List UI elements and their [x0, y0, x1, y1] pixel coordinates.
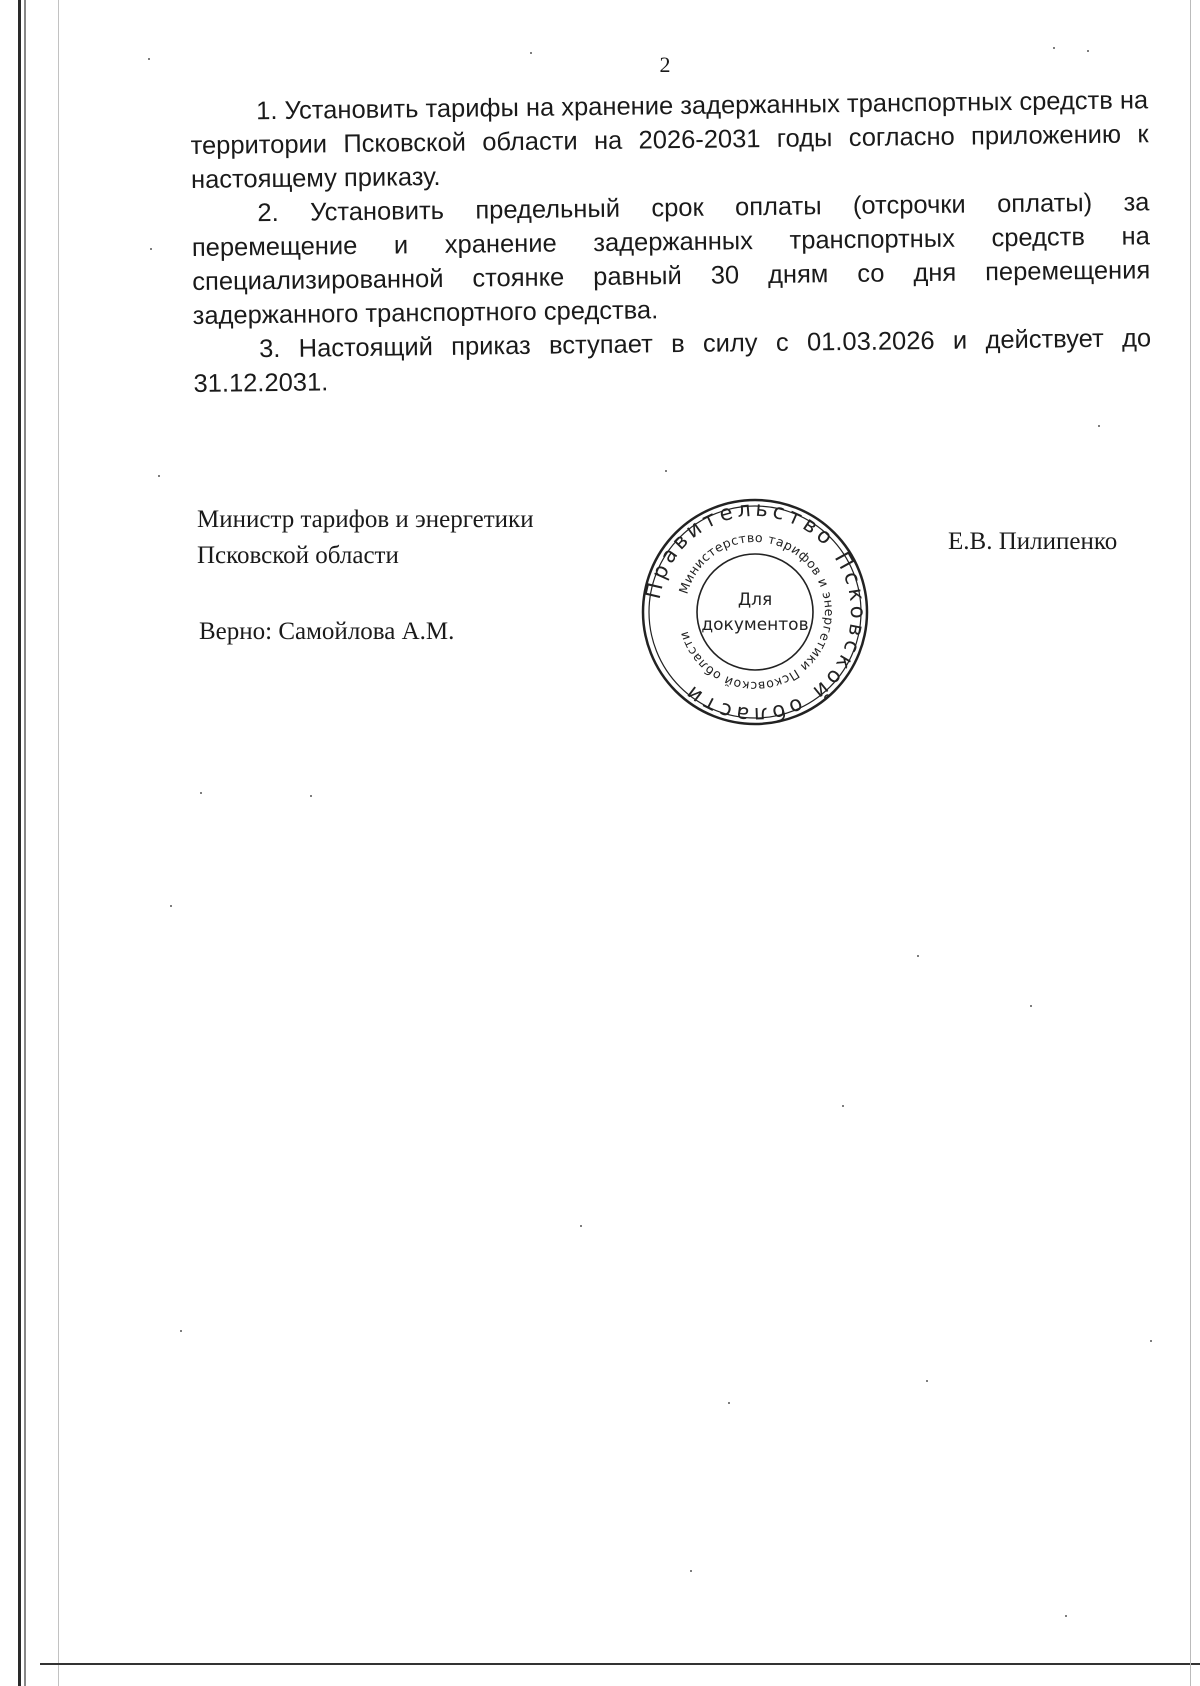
scan-speck — [150, 248, 152, 250]
paragraph-1: 1. Установить тарифы на хранение задержанных транспортных средств на территории Псковской области на 2026-2031 годы согласно приложению к настоящему приказу. — [190, 86, 1149, 194]
paragraph-3: 3. Настоящий приказ вступает в силу с 01.03.2026 и действует до 31.12.2031. — [193, 324, 1152, 398]
scan-edge-right — [1190, 0, 1191, 1686]
scan-speck — [1053, 47, 1055, 49]
scan-edge-bottom — [40, 1663, 1200, 1665]
scan-edge-left — [18, 0, 21, 1686]
scan-speck — [530, 52, 532, 54]
scan-speck — [690, 1570, 692, 1572]
scan-speck — [310, 795, 312, 797]
scan-speck — [1150, 1340, 1152, 1342]
scan-speck — [665, 470, 667, 472]
scan-edge-left-inner — [24, 0, 26, 1686]
scan-speck — [200, 792, 202, 794]
scan-speck — [842, 1105, 844, 1107]
seal-inner-text: Министерство тарифов и энергетики Псковской области — [675, 529, 838, 695]
scan-speck — [1030, 1005, 1032, 1007]
seal-center-line1: Для — [737, 590, 773, 610]
scan-speck — [917, 955, 919, 957]
signatory-name: Е.В. Пилипенко — [948, 528, 1118, 555]
signatory-position-line2: Псковской области — [197, 542, 399, 569]
page-number: 2 — [659, 52, 671, 77]
verified-by: Верно: Самойлова А.М. — [199, 618, 455, 645]
seal-center-line2: документов — [701, 615, 809, 635]
scan-speck — [158, 475, 160, 477]
scan-speck — [1098, 425, 1100, 427]
official-seal-stamp — [640, 497, 870, 727]
scan-speck — [1065, 1615, 1067, 1617]
signatory-position-line1: Министр тарифов и энергетики — [197, 506, 534, 533]
signatory-position — [197, 502, 534, 574]
paragraph-2: 2. Установить предельный срок оплаты (отсрочки оплаты) за перемещение и хранение задержанных транспортных средств на специализированной стоянке равный 30 дням со дня перемещения задержанного транспортного средства. — [191, 188, 1151, 330]
seal-outer-text: Правительство Псковской области — [640, 497, 870, 727]
scan-margin-line — [58, 0, 59, 1686]
order-body — [190, 83, 1152, 401]
scan-speck — [170, 905, 172, 907]
scan-speck — [728, 1402, 730, 1404]
scan-speck — [180, 1330, 182, 1332]
scan-speck — [148, 58, 150, 60]
scan-speck — [580, 1225, 582, 1227]
seal-icon — [640, 497, 870, 727]
scan-speck — [926, 1380, 928, 1382]
scan-speck — [1087, 50, 1089, 52]
